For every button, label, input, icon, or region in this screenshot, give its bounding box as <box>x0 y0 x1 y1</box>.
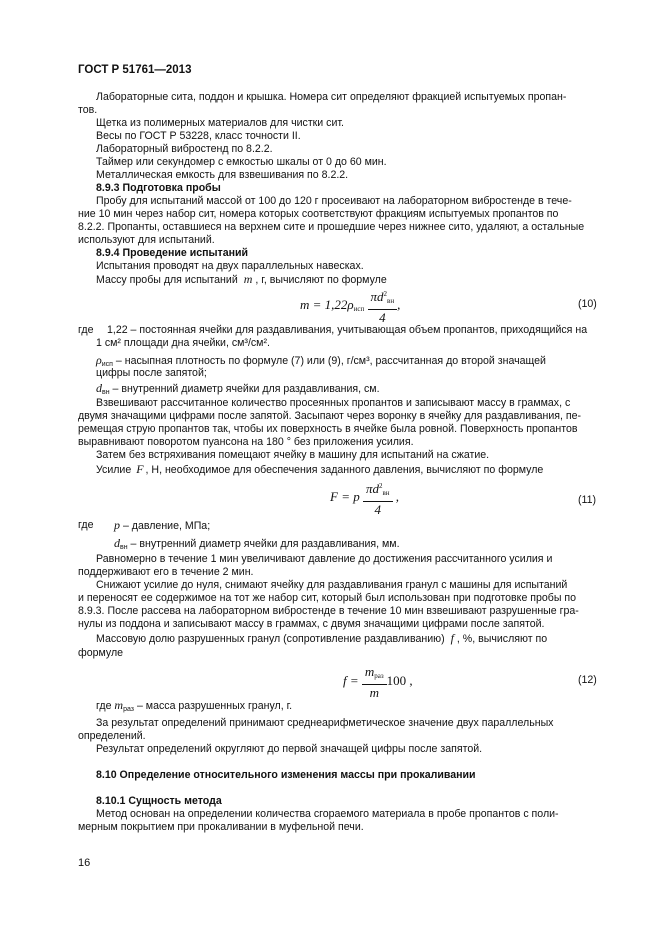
formula-11: F = p $\frac{\pi d^2_{вн}}{4}$ , <box>330 481 400 517</box>
section-heading-8-10-1: 8.10.1 Сущность метода <box>96 795 222 807</box>
text-line: За результат определений принимают среднеарифметическое значение двух параллельных <box>96 717 554 729</box>
text-line: Взвешивают рассчитанное количество просеянных пропантов и записывают массу в граммах, с <box>96 397 571 409</box>
text-line: Таймер или секундомер с емкостью шкалы от 0 до 60 мин. <box>96 156 387 168</box>
text-line: Массу пробы для испытаний m , г, вычисляют по формуле <box>96 272 387 286</box>
text-line: Результат определений округляют до первой значащей цифры после запятой. <box>96 743 483 755</box>
symbol-F: F <box>136 462 144 476</box>
symbol-f: f <box>450 631 454 645</box>
text-line: $d_{вн}$ – внутренний диаметр ячейки для раздавливания, см. <box>96 381 380 396</box>
text-line: мерным покрытием при прокаливании в муфельной печи. <box>78 821 364 833</box>
text-line: где $m_{раз}$ – масса разрушенных гранул, г. <box>96 698 293 713</box>
text-line: определений. <box>78 730 146 742</box>
text-line: $d_{вн}$ – внутренний диаметр ячейки для раздавливания, мм. <box>114 536 400 551</box>
text-line: используют для испытаний. <box>78 234 215 246</box>
text-line: Затем без встряхивания помещают ячейку в машину для испытаний на сжатие. <box>96 449 490 461</box>
text-line: Метод основан на определении количества сгораемого материала в пробе пропантов с поли- <box>96 808 559 820</box>
text-line: формуле <box>78 647 124 659</box>
symbol-d: d <box>114 536 120 550</box>
text-line: нулы из поддона и записывают массу в граммах, с двумя значащими цифрами после запятой. <box>78 618 545 630</box>
text-line: 1,22 – постоянная ячейки для раздавливания, учитывающая объем пропантов, приходящийся на <box>107 324 588 336</box>
symbol-rho: ρ <box>96 353 102 367</box>
text-line: где <box>78 519 94 531</box>
text-line: двумя значащими цифрами после запятой. Засыпают через воронку в ячейку для раздавливания, пе- <box>78 410 582 422</box>
text-line: Весы по ГОСТ Р 53228, класс точности II. <box>96 130 301 142</box>
formula-10: $m = 1,22\rho_{исп}$ $\frac{\pi d^2_{вн}}{4}$ , <box>300 289 401 325</box>
text-line: и переносят ее содержимое на тот же набор сит, который был использован при подготовке пробы по <box>78 592 577 604</box>
text-line: Лабораторный вибростенд по 8.2.2. <box>96 143 273 155</box>
text-line: Снижают усилие до нуля, снимают ячейку для раздавливания гранул с машины для испытаний <box>96 579 568 591</box>
symbol-m: m <box>243 272 253 286</box>
text-line: Металлическая емкость для взвешивания по 8.2.2. <box>96 169 349 181</box>
text-line: где <box>78 324 94 336</box>
page-number: 16 <box>78 857 91 869</box>
text-line: $\rho_{исп}$ – насыпная плотность по формуле (7) или (9), г/см³, рассчитанная до второй значащей <box>96 353 546 368</box>
text-line: Массовую долю разрушенных гранул (сопротивление раздавливанию) f , %, вычисляют по <box>96 631 548 645</box>
section-heading-8-9-4: 8.9.4 Проведение испытаний <box>96 247 249 259</box>
text-line: 1 см² площади дна ячейки, см³/см². <box>96 337 270 349</box>
equation-number-10: (10) <box>578 298 597 310</box>
text-line: Равномерно в течение 1 мин увеличивают давление до достижения рассчитанного усилия и <box>96 553 553 565</box>
section-heading-8-10: 8.10 Определение относительного изменения массы при прокаливании <box>96 769 476 781</box>
text-line: цифры после запятой; <box>96 367 207 379</box>
document-header: ГОСТ Р 51761—2013 <box>78 64 192 76</box>
text-line: ние 10 мин через набор сит, номера которых соответствуют фракциям испытуемых пропантов по <box>78 208 559 220</box>
formula-12: f = $\frac{m_{раз}}{m}$ 100 , <box>343 664 413 700</box>
text-line: ремещая струю пропантов так, чтобы их поверхность в ячейке была ровной. Поверхность пропантов <box>78 423 578 435</box>
text-line: Испытания проводят на двух параллельных навесках. <box>96 260 364 272</box>
text-line: выравнивают поворотом пуансона на 180 ° без приложения усилия. <box>78 436 414 448</box>
text-line: поддерживают его в течение 2 мин. <box>78 566 254 578</box>
text-line: тов. <box>78 104 98 116</box>
text-line: 8.2.2. Пропанты, оставшиеся на верхнем сите и прошедшие через нижнее сито, удаляют, а остальные <box>78 221 585 233</box>
symbol-m-raz: m <box>114 698 124 712</box>
text-line: Лабораторные сита, поддон и крышка. Номера сит определяют фракцией испытуемых пропан- <box>96 91 567 103</box>
section-heading-8-9-3: 8.9.3 Подготовка пробы <box>96 182 221 194</box>
text-line: 8.9.3. После рассева на лабораторном вибростенде в течение 10 мин взвешивают разрушенные гра- <box>78 605 579 617</box>
text-line: Щетка из полимерных материалов для чистки сит. <box>96 117 345 129</box>
symbol-d: d <box>96 381 102 395</box>
text-line: Пробу для испытаний массой от 100 до 120 г просеивают на лабораторном вибростенде в тече- <box>96 195 572 207</box>
text-line: p – давление, МПа; <box>114 518 211 532</box>
equation-number-11: (11) <box>578 494 597 506</box>
text-line: Усилие F , Н, необходимое для обеспечения заданного давления, вычисляют по формуле <box>96 462 544 476</box>
symbol-p: p <box>114 518 120 532</box>
equation-number-12: (12) <box>578 674 597 686</box>
